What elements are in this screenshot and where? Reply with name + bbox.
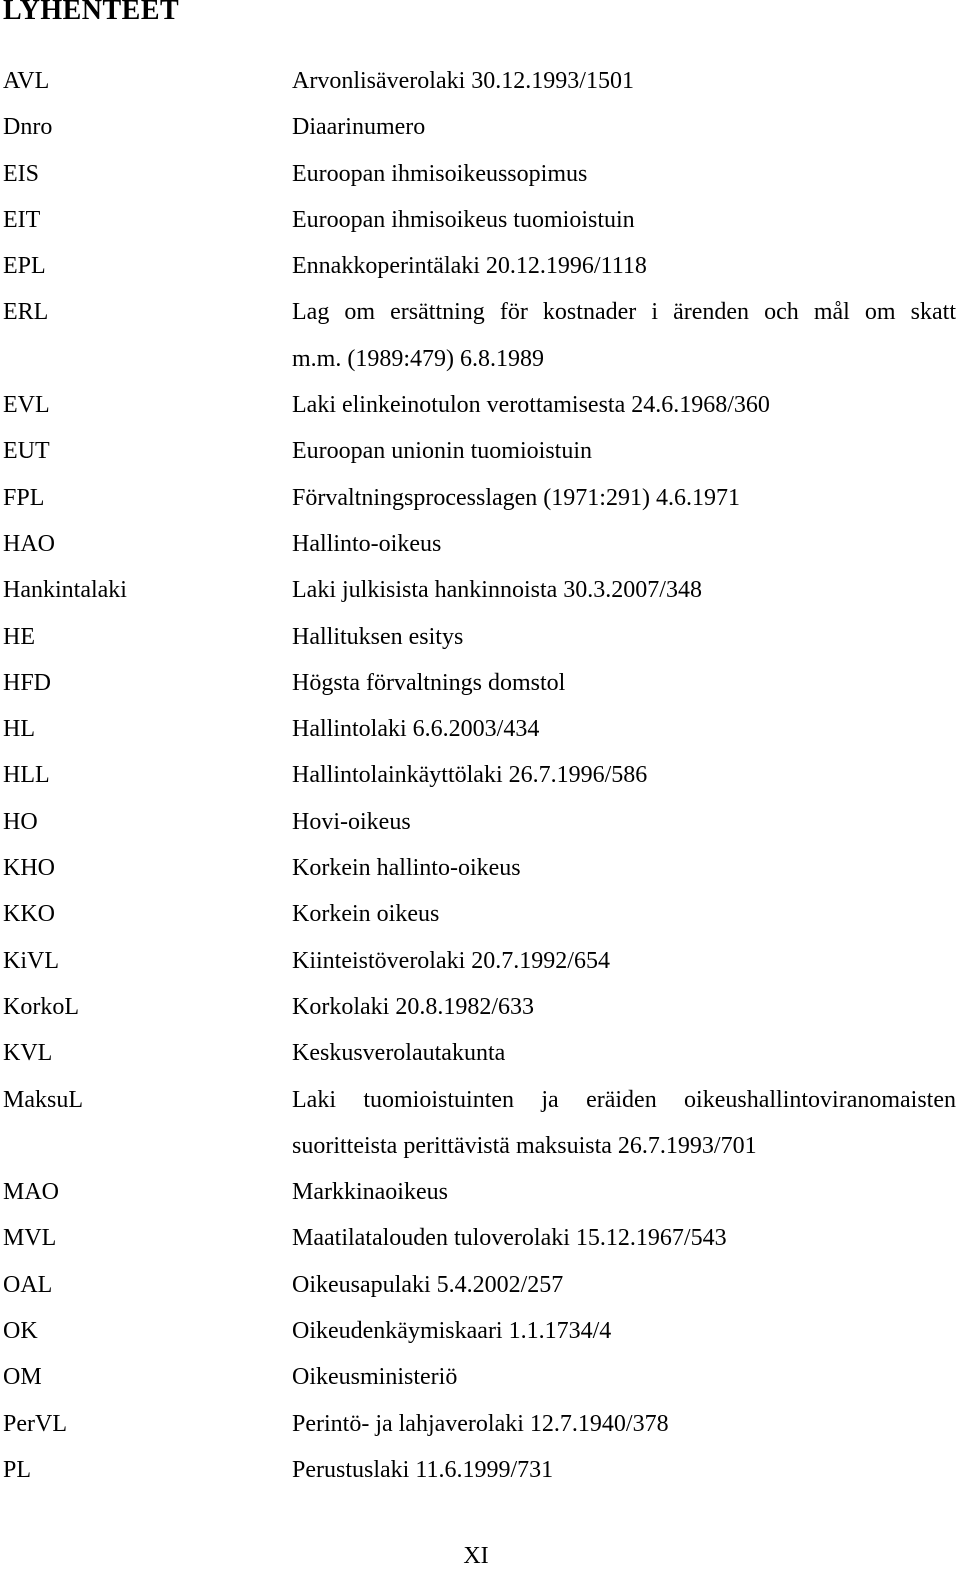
definition-line: Ennakkoperintälaki 20.12.1996/1118 xyxy=(292,253,647,280)
definition-line: Korkolaki 20.8.1982/633 xyxy=(292,993,534,1020)
abbreviation-term: EIT xyxy=(3,206,41,233)
abbreviation-row xyxy=(0,289,960,382)
abbreviation-term: OAL xyxy=(3,1271,53,1298)
abbreviation-row xyxy=(0,1354,960,1400)
abbreviation-term: FPL xyxy=(3,484,45,511)
definition-line: Laki tuomioistuinten ja eräiden oikeushallintoviranomaisten xyxy=(292,1086,956,1113)
abbreviation-row xyxy=(0,938,960,984)
abbreviation-definition xyxy=(292,660,956,706)
abbreviation-definition xyxy=(292,938,956,984)
abbreviation-term: KHO xyxy=(3,855,55,882)
abbreviation-definition xyxy=(292,1169,956,1215)
abbreviation-definition xyxy=(292,382,956,428)
abbreviation-definition xyxy=(292,1308,956,1354)
abbreviation-row xyxy=(0,1262,960,1308)
abbreviation-definition xyxy=(292,1030,956,1076)
definition-line: Korkein hallinto-oikeus xyxy=(292,855,521,882)
page-number-text: XI xyxy=(463,1543,489,1569)
definition-line: Lag om ersättning för kostnader i ärenden och mål om skatt xyxy=(292,299,956,326)
abbreviation-row xyxy=(0,475,960,521)
definition-line: suoritteista perittävistä maksuista 26.7.1993/701 xyxy=(292,1132,757,1159)
abbreviation-definition xyxy=(292,891,956,937)
abbreviation-definition xyxy=(292,1077,956,1170)
abbreviation-term: PerVL xyxy=(3,1410,67,1437)
abbreviation-definition xyxy=(292,1262,956,1308)
abbreviation-row xyxy=(0,1215,960,1261)
definition-line: Hallinto-oikeus xyxy=(292,530,442,557)
abbreviation-definition xyxy=(292,289,956,382)
abbreviation-definition xyxy=(292,1215,956,1261)
abbreviation-term: OK xyxy=(3,1318,38,1345)
definition-line: Laki elinkeinotulon verottamisesta 24.6.1968/360 xyxy=(292,392,770,419)
abbreviation-term: KKO xyxy=(3,901,55,928)
abbreviation-row xyxy=(0,1308,960,1354)
definition-line: Perintö- ja lahjaverolaki 12.7.1940/378 xyxy=(292,1410,669,1437)
abbreviation-term: HO xyxy=(3,808,38,835)
definition-line: Markkinaoikeus xyxy=(292,1179,448,1206)
definition-line: Korkein oikeus xyxy=(292,901,440,928)
abbreviation-term: MAO xyxy=(3,1179,60,1206)
abbreviation-row xyxy=(0,752,960,798)
abbreviation-list xyxy=(0,58,960,1493)
abbreviation-term: HAO xyxy=(3,530,55,557)
abbreviation-definition xyxy=(292,151,956,197)
abbreviation-row xyxy=(0,428,960,474)
definition-line: Oikeusministeriö xyxy=(292,1364,458,1391)
abbreviation-term: OM xyxy=(3,1364,42,1391)
abbreviation-row xyxy=(0,1447,960,1493)
abbreviation-definition xyxy=(292,104,956,150)
abbreviation-row xyxy=(0,1030,960,1076)
definition-line: Diaarinumero xyxy=(292,114,426,141)
abbreviation-definition xyxy=(292,1354,956,1400)
abbreviation-term: EIS xyxy=(3,160,39,187)
abbreviation-row xyxy=(0,382,960,428)
definition-line: m.m. (1989:479) 6.8.1989 xyxy=(292,345,544,372)
abbreviation-row xyxy=(0,197,960,243)
abbreviation-row xyxy=(0,567,960,613)
definition-line: Euroopan unionin tuomioistuin xyxy=(292,438,592,465)
abbreviation-row xyxy=(0,614,960,660)
definition-line: Perustuslaki 11.6.1999/731 xyxy=(292,1456,554,1483)
abbreviation-definition xyxy=(292,614,956,660)
definition-line: Kiinteistöverolaki 20.7.1992/654 xyxy=(292,947,610,974)
abbreviation-term: HLL xyxy=(3,762,50,789)
abbreviation-row xyxy=(0,891,960,937)
abbreviation-definition xyxy=(292,521,956,567)
abbreviation-row xyxy=(0,1169,960,1215)
abbreviation-term: HE xyxy=(3,623,35,650)
abbreviation-definition xyxy=(292,428,956,474)
abbreviation-row xyxy=(0,1077,960,1170)
abbreviation-term: MaksuL xyxy=(3,1086,83,1113)
abbreviation-term: EVL xyxy=(3,392,50,419)
abbreviation-term: KiVL xyxy=(3,947,59,974)
definition-line: Högsta förvaltnings domstol xyxy=(292,669,566,696)
abbreviation-term: PL xyxy=(3,1456,32,1483)
definition-line: Hallintolaki 6.6.2003/434 xyxy=(292,716,540,743)
definition-line: Euroopan ihmisoikeussopimus xyxy=(292,160,588,187)
abbreviation-row xyxy=(0,799,960,845)
abbreviation-definition xyxy=(292,984,956,1030)
definition-line: Keskusverolautakunta xyxy=(292,1040,506,1067)
abbreviation-row xyxy=(0,151,960,197)
abbreviation-row xyxy=(0,104,960,150)
page-heading: LYHENTEET xyxy=(3,0,180,26)
definition-line: Laki julkisista hankinnoista 30.3.2007/348 xyxy=(292,577,702,604)
definition-line: Hallintolainkäyttölaki 26.7.1996/586 xyxy=(292,762,648,789)
abbreviation-definition xyxy=(292,1401,956,1447)
abbreviation-definition xyxy=(292,243,956,289)
abbreviation-row xyxy=(0,243,960,289)
abbreviation-definition xyxy=(292,845,956,891)
abbreviation-definition xyxy=(292,567,956,613)
abbreviation-term: ERL xyxy=(3,299,49,326)
abbreviation-term: AVL xyxy=(3,68,50,94)
definition-line: Hovi-oikeus xyxy=(292,808,411,835)
abbreviation-term: HL xyxy=(3,716,35,743)
definition-line: Förvaltningsprocesslagen (1971:291) 4.6.1971 xyxy=(292,484,740,511)
abbreviation-definition xyxy=(292,197,956,243)
abbreviation-definition xyxy=(292,58,956,104)
abbreviation-definition xyxy=(292,799,956,845)
abbreviation-term: Hankintalaki xyxy=(3,577,127,604)
abbreviation-row xyxy=(0,984,960,1030)
abbreviation-row xyxy=(0,660,960,706)
abbreviation-row xyxy=(0,58,960,104)
abbreviation-term: Dnro xyxy=(3,114,53,141)
abbreviation-term: KVL xyxy=(3,1040,53,1067)
abbreviation-row xyxy=(0,706,960,752)
abbreviation-term: MVL xyxy=(3,1225,57,1252)
abbreviation-definition xyxy=(292,1447,956,1493)
abbreviation-definition xyxy=(292,706,956,752)
definition-line: Oikeusapulaki 5.4.2002/257 xyxy=(292,1271,564,1298)
definition-line: Hallituksen esitys xyxy=(292,623,464,650)
page-number xyxy=(0,1538,960,1574)
abbreviation-term: EPL xyxy=(3,253,46,280)
abbreviation-term: EUT xyxy=(3,438,50,465)
definition-line: Maatilatalouden tuloverolaki 15.12.1967/543 xyxy=(292,1225,727,1252)
abbreviation-definition xyxy=(292,475,956,521)
definition-line: Euroopan ihmisoikeus tuomioistuin xyxy=(292,206,635,233)
definition-line: Oikeudenkäymiskaari 1.1.1734/4 xyxy=(292,1318,612,1345)
abbreviation-term: KorkoL xyxy=(3,993,79,1020)
abbreviation-term: HFD xyxy=(3,669,52,696)
definition-line: Arvonlisäverolaki 30.12.1993/1501 xyxy=(292,68,634,94)
abbreviation-row xyxy=(0,1401,960,1447)
abbreviation-definition xyxy=(292,752,956,798)
abbreviation-row xyxy=(0,521,960,567)
abbreviation-row xyxy=(0,845,960,891)
